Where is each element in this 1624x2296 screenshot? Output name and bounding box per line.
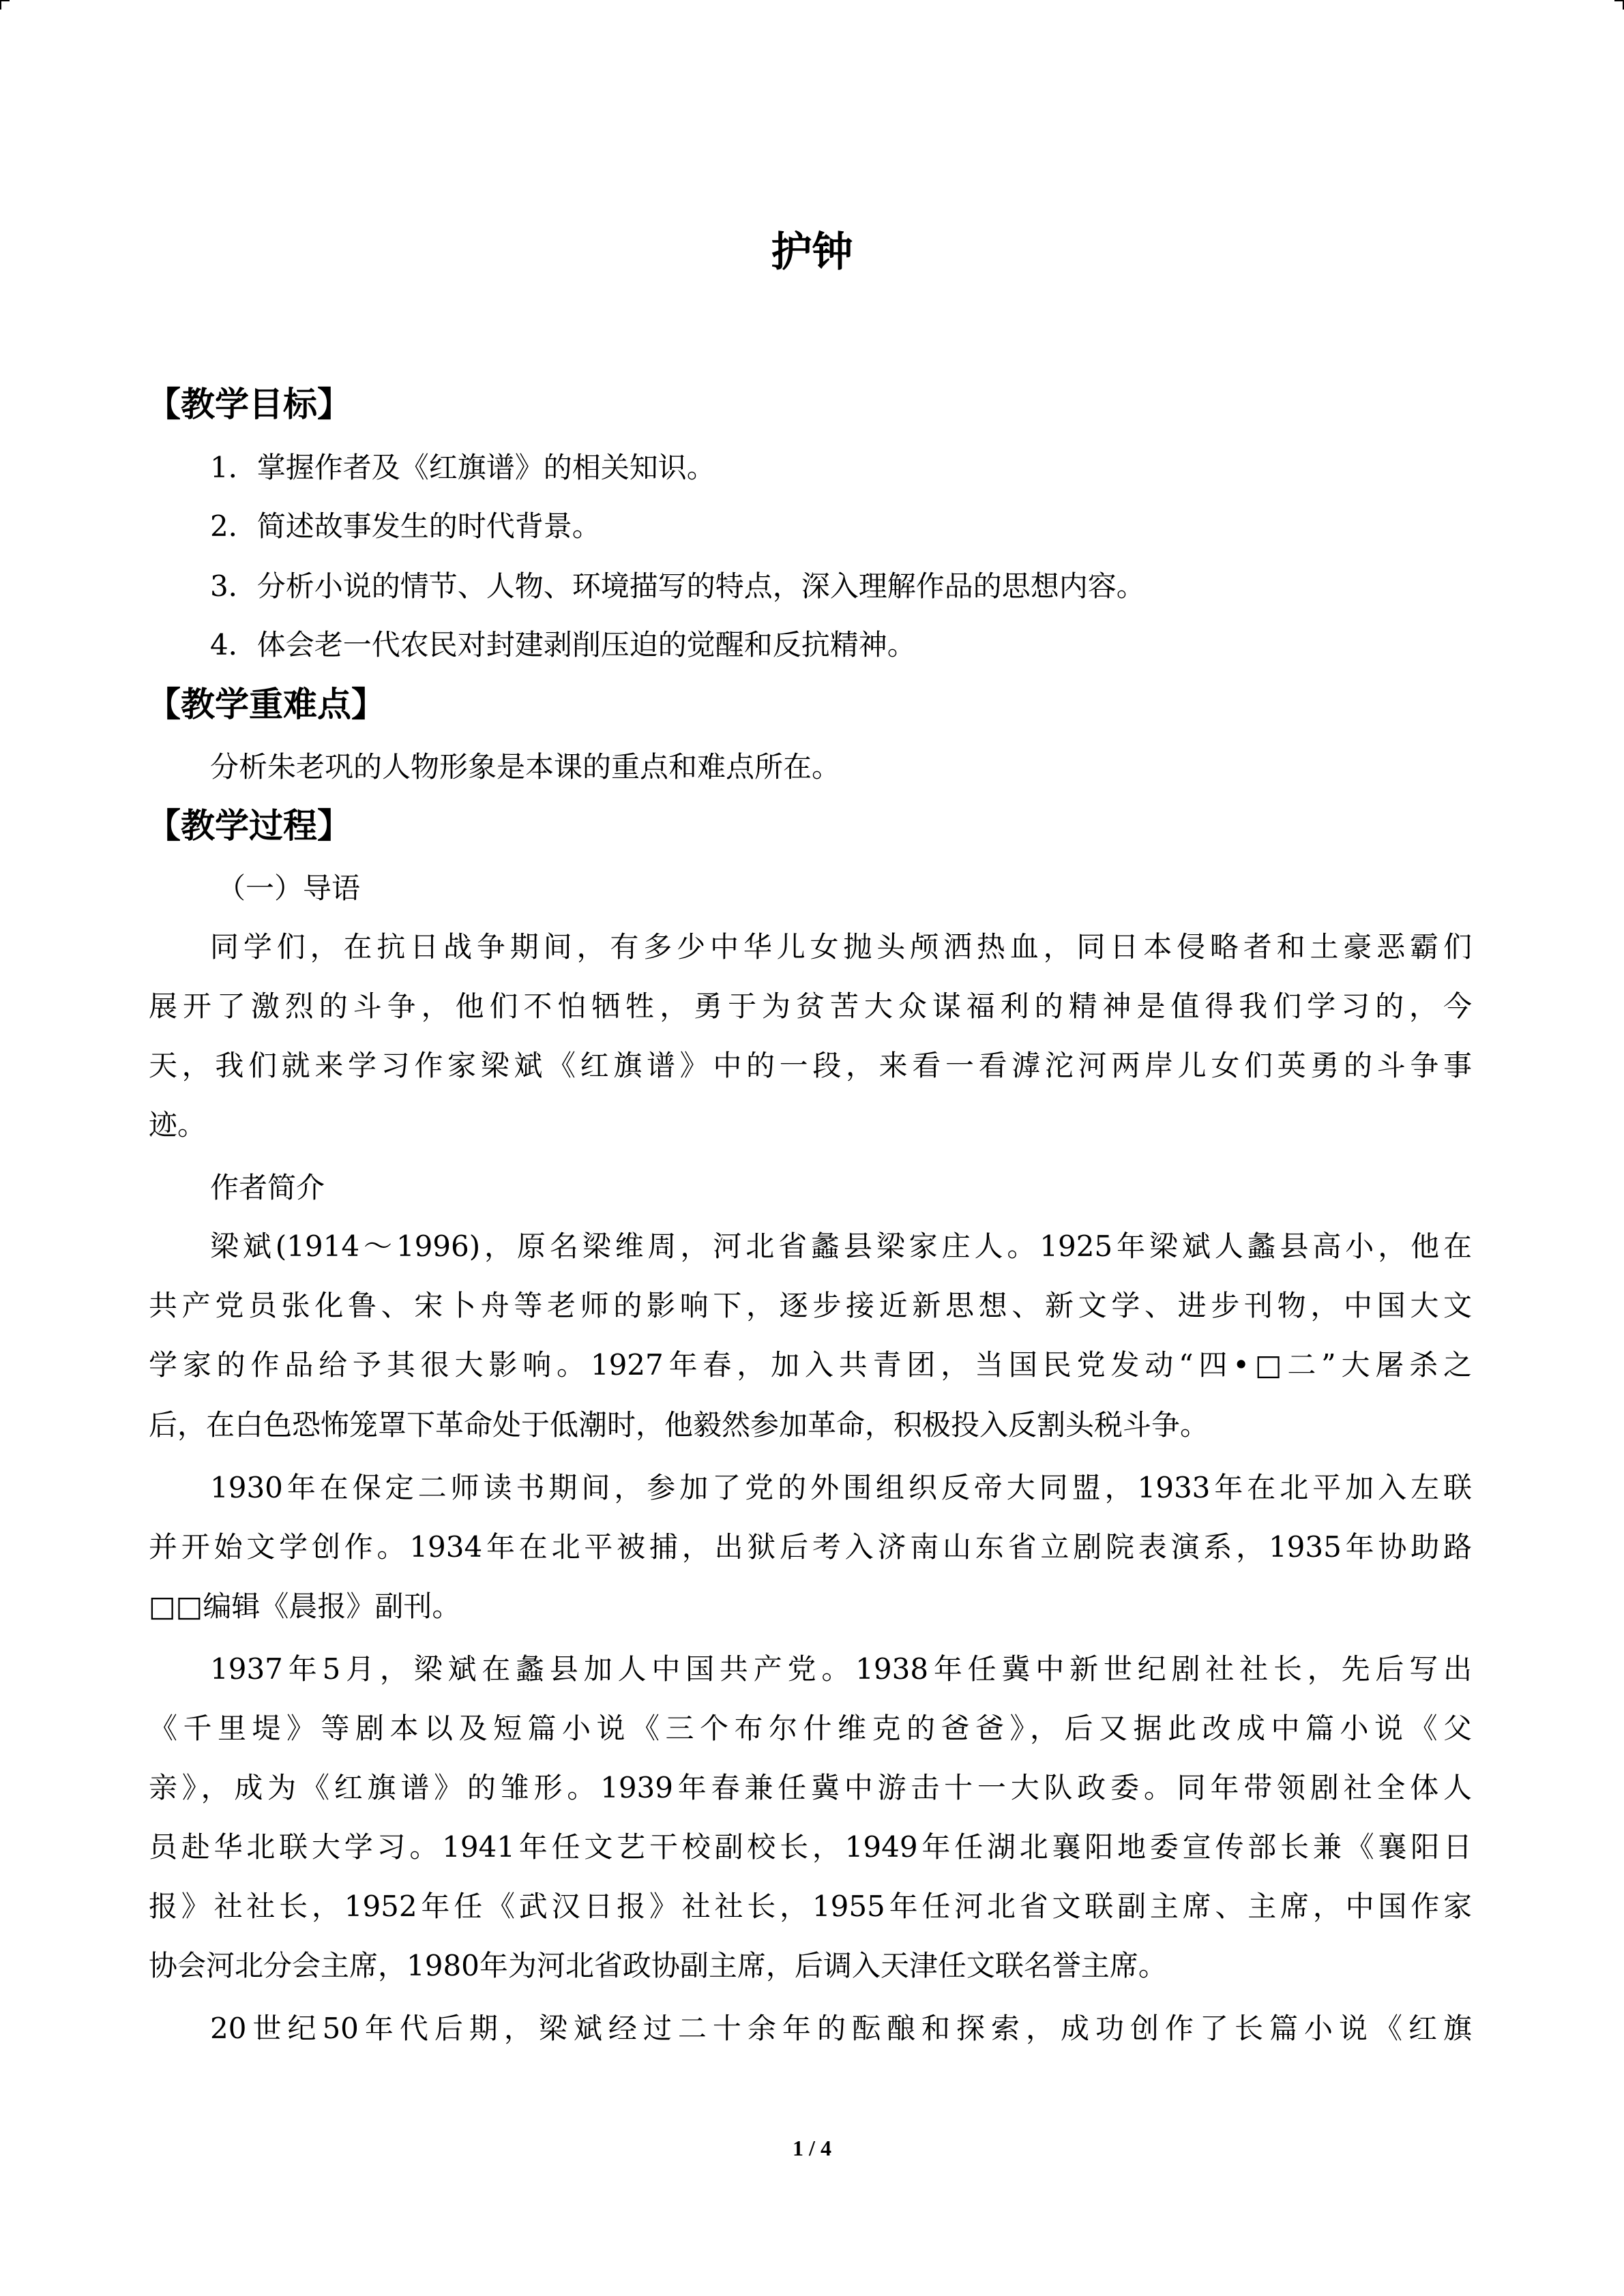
bio-line: □□编辑《晨报》副刊。 — [149, 1590, 461, 1623]
document-title: 护钟 — [771, 228, 853, 276]
bio-line: 1930年在保定二师读书期间，参加了党的外围组织反帝大同盟，1933年在北平加入左联 — [210, 1471, 1472, 1504]
crop-mark-top-left — [0, 0, 1, 10]
bio-line: 1937年5月，梁斌在蠡县加人中国共产党。1938年任冀中新世纪剧社社长，先后写出 — [210, 1652, 1472, 1686]
key-points-heading: 【教学重难点】 — [147, 685, 385, 724]
bio-line: 共产党员张化鲁、宋卜舟等老师的影响下，逐步接近新思想、新文学、进步刊物，中国大文 — [149, 1289, 1472, 1322]
bio-line: 员赴华北联大学习。1941年任文艺干校副校长，1949年任湖北襄阳地委宣传部长兼《襄阳日 — [149, 1830, 1472, 1864]
author-heading: 作者简介 — [210, 1171, 325, 1204]
objective-item: 4．体会老一代农民对封建剥削压迫的觉醒和反抗精神。 — [210, 628, 916, 661]
bio-line: 20世纪50年代后期，梁斌经过二十余年的酝酿和探索，成功创作了长篇小说《红旗 — [210, 2012, 1472, 2045]
process-heading: 【教学过程】 — [147, 806, 351, 846]
objective-item: 1．掌握作者及《红旗谱》的相关知识。 — [210, 451, 715, 484]
page-number: 1 / 4 — [793, 2136, 831, 2160]
intro-line: 展开了激烈的斗争，他们不怕牺牲，勇于为贫苦大众谋福利的精神是值得我们学习的，今 — [149, 989, 1472, 1023]
intro-line: 同学们，在抗日战争期间，有多少中华儿女抛头颅洒热血，同日本侵略者和土豪恶霸们 — [210, 930, 1472, 964]
bio-line: 并开始文学创作。1934年在北平被捕，出狱后考入济南山东省立剧院表演系，1935年协助路 — [149, 1530, 1472, 1564]
objective-item: 3．分析小说的情节、人物、环境描写的特点，深入理解作品的思想内容。 — [210, 569, 1145, 603]
objectives-heading: 【教学目标】 — [147, 385, 351, 424]
bio-line: 协会河北分会主席，1980年为河北省政协副主席，后调入天津任文联名誉主席。 — [149, 1949, 1167, 1982]
bio-line: 《千里堤》等剧本以及短篇小说《三个布尔什维克的爸爸》，后又据此改成中篇小说《父 — [149, 1712, 1472, 1745]
intro-subheading: （一）导语 — [217, 871, 361, 905]
bio-line: 后，在白色恐怖笼罩下革命处于低潮时，他毅然参加革命，积极投入反割头税斗争。 — [149, 1408, 1209, 1442]
bio-line: 报》社社长，1952年任《武汉日报》社社长，1955年任河北省文联副主席、主席，中国作家 — [149, 1890, 1472, 1923]
bio-line: 亲》，成为《红旗谱》的雏形。1939年春兼任冀中游击十一大队政委。同年带领剧社全体人 — [149, 1771, 1472, 1804]
key-points-text: 分析朱老巩的人物形象是本课的重点和难点所在。 — [210, 750, 841, 784]
crop-mark-top-left — [0, 0, 10, 1]
intro-line: 迹。 — [149, 1108, 207, 1142]
bio-line: 梁斌(1914～1996)，原名梁维周，河北省蠡县梁家庄人。1925年梁斌人蠡县高小，他在 — [210, 1229, 1472, 1263]
intro-line: 天，我们就来学习作家梁斌《红旗谱》中的一段，来看一看滹沱河两岸儿女们英勇的斗争事 — [149, 1049, 1472, 1082]
objective-item: 2．简述故事发生的时代背景。 — [210, 509, 601, 543]
bio-line: 学家的作品给予其很大影响。1927年春，加入共青团，当国民党发动“四•□二”大屠杀之 — [149, 1348, 1472, 1382]
